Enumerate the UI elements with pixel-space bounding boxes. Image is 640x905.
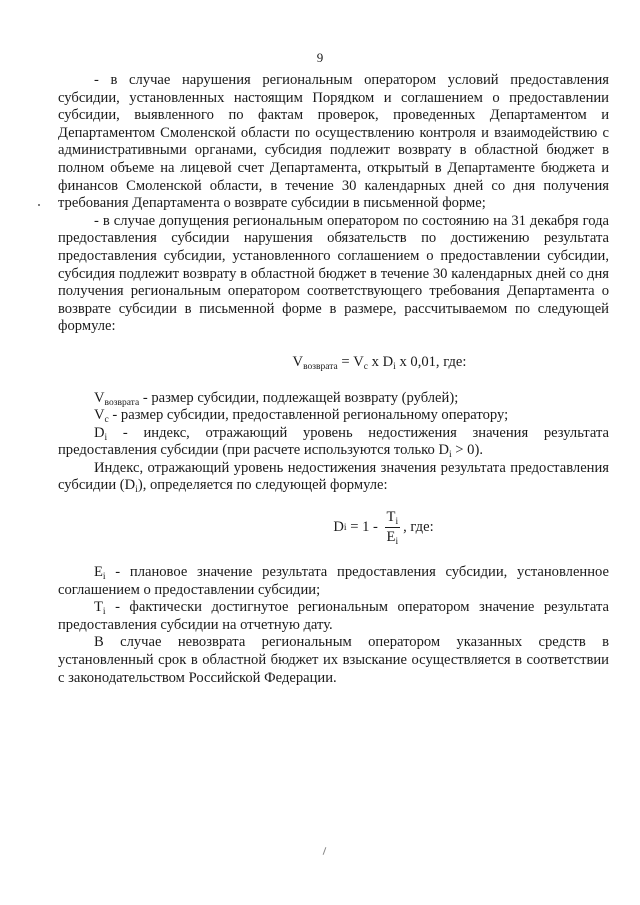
symbol-sub-vozvrata: возврата [104,397,140,408]
definition-d-i [58,425,609,460]
formula-symbol-v: V [292,353,304,370]
symbol-v: V [94,389,105,406]
definition-text: - фактически достигнутое региональным оператором значение результата предоставления субсидии на отчетную дату. [58,599,609,633]
fraction-denominator [385,528,401,546]
paragraph-index-formula-intro [58,460,609,495]
scan-artifact [323,847,327,855]
symbol-sub-i: i [449,450,452,461]
symbol-v: V [94,407,105,424]
symbol-sub-i: i [395,517,399,528]
definition-text-end: > 0). [451,442,483,459]
formula-eq-vc: = V [337,353,364,370]
paragraph-result-violation: - в случае допущения региональным оператором по состоянию на 31 декабря года предоставления субсидии нарушения обязательств по достижению результата предоставления субсидии, установленного соглашением о предоставлении субсидии, субсидия подлежит возврату в областной бюджет в течение 30 календарных дней со дня получения региональным оператором соответствующего требования Департамента о возврате субсидии в письменной форме в размере, рассчитываемом по следующей формуле: [58,212,609,335]
paragraph-text-end: ), определяется по следующей формуле: [137,477,388,494]
paragraph-non-return: В случае невозврата региональным оператором указанных средств в установленный срок в областной бюджет их взыскание осуществляется в соответствии с законодательством Российской Федерации. [58,634,609,686]
page-number: 9 [316,50,324,65]
definition-v-c [58,407,609,425]
scan-artifact [38,204,40,206]
definition-v-vozvrata [58,390,609,408]
symbol-sub-c: c [104,415,109,426]
fraction-numerator [385,509,401,528]
definition-text: - плановое значение результата предоставления субсидии, установленное соглашением о предоставлении субсидии; [58,564,609,598]
paragraph-text: Индекс, отражающий уровень недостижения значения результата предоставления субсидии (D [58,459,609,494]
symbol-d: D [94,424,105,441]
formula-sub-c: c [363,361,369,372]
formula-eq: = 1 - [346,518,382,535]
formula-sub-vozvrata: возврата [303,361,338,372]
formula-tail: x 0,01, где: [395,353,467,370]
definition-e-i [58,564,609,599]
symbol-e: E [94,564,103,581]
formula-fraction [385,509,401,546]
symbol-e: E [386,529,396,546]
formula-mid-di: x D [368,353,394,370]
symbol-sub-i: i [135,485,138,496]
definition-text: - размер субсидии, предоставленной региональному оператору; [112,407,509,424]
formula-refund-amount [58,354,609,372]
symbol-t: T [386,509,396,526]
definition-text: - размер субсидии, подлежащей возврату (рублей); [142,389,459,406]
symbol-sub-i: i [395,537,399,548]
symbol-sub-i: i [102,572,106,583]
symbol-sub-i: i [102,607,106,618]
symbol-t: T [94,599,103,616]
definition-t-i [58,599,609,634]
paragraph-violation-conditions: - в случае нарушения региональным оператором условий предоставления субсидии, установленных настоящим Порядком и соглашением о предоставлении субсидии, выявленного по фактам проверок, проведенных Департаментом и Департаментом Смоленской области по осуществлению контроля и взаимодействию с административными органами, субсидия подлежит возврату в областной бюджет в полном объеме на лицевой счет Департамента, открытый в Департаменте бюджета и финансов Смоленской области, в течение 30 календарных дней со дня получения требования Департамента о возврате субсидии в письменной форме; [58,72,609,212]
definition-text: - индекс, отражающий уровень недостижения значения результата предоставления субсидии (при расчете используются только D [58,424,609,459]
document-body [58,72,609,687]
symbol-sub-i: i [104,432,108,443]
formula-tail: , где: [403,518,434,535]
formula-index: D i = 1 - $\frac{T_i}{E_i}$ , где: [333,509,434,548]
formula-symbol-d: D [333,518,344,535]
formula-sub-i: i [393,361,396,372]
